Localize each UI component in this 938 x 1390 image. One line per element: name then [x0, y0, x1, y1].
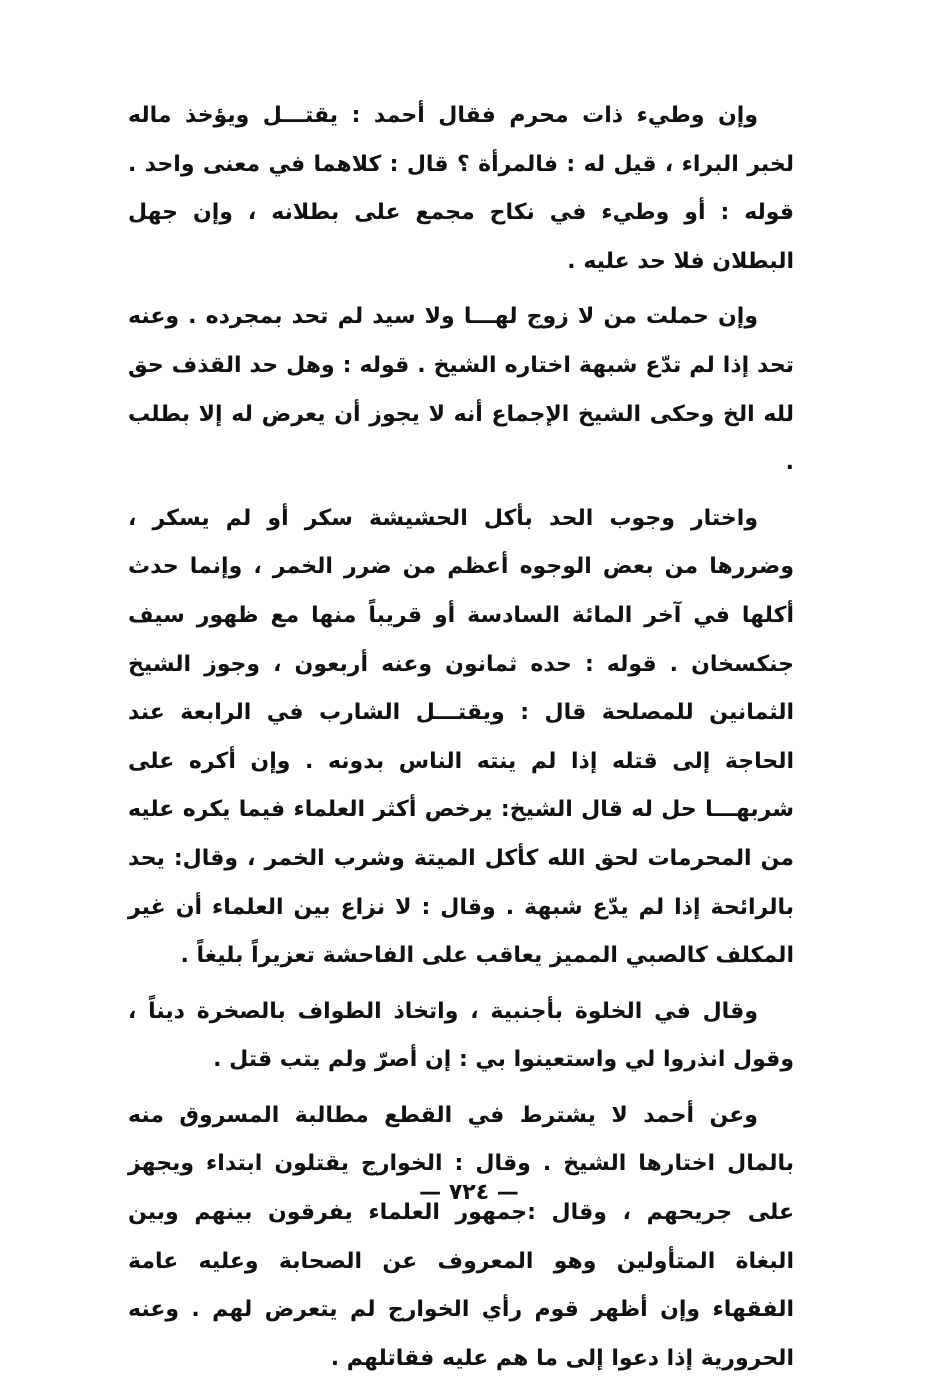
- paragraph: وعن أحمد لا يشترط في القطع مطالبة المسروق منه بالمال اختارها الشيخ . وقال : الخوارج يقتلون ابتداء ويجهز على جريحهم ، وقال :جمهور العلماء يفرقون بينهم وبين البغاة المتأولين وهو المعروف عن الصحابة وعليه عامة الفقهاء وإن أظهر قوم رأي الخوارج لم يتعرض لهم . وعنه الحرورية إذا دعوا إلى ما هم عليه فقاتلهم .: [128, 1102, 794, 1371]
- paragraph: وإن حملت من لا زوج لهـــا ولا سيد لم تحد بمجرده . وعنه تحد إذا لم تدّع شبهة اختاره الشيخ . قوله : وهل حد القذف حق لله الخ وحكى الشيخ الإجماع أنه لا يجوز أن يعرض له إلا بطلب .: [128, 304, 794, 476]
- page-number: — ٧٢٤ —: [419, 1180, 519, 1205]
- paragraph: واختار وجوب الحد بأكل الحشيشة سكر أو لم يسكر ، وضررها من بعض الوجوه أعظم من ضرر الخمر ، وإنما حدث أكلها في آخر المائة السادسة أو قريباً منها مع ظهور سيف جنكسخان . قوله : حده ثمانون وعنه أربعون ، وجوز الشيخ الثمانين للمصلحة قال : ويقتـــل الشارب في الرابعة عند الحاجة إلى قتله إذا لم ينته الناس بدونه . وإن أكره على شربهـــا حل له قال الشيخ: يرخص أكثر العلماء فيما يكره عليه من المحرمات لحق الله كأكل الميتة وشرب الخمر ، وقال: يحد بالرائحة إذا لم يدّع شبهة . وقال : لا نزاع بين العلماء أن غير المكلف كالصبي المميز يعاقب على الفاحشة تعزيراً بليغاً .: [128, 505, 794, 969]
- paragraph: وقال في الخلوة بأجنبية ، واتخاذ الطواف بالصخرة ديناً ، وقول انذروا لي واستعينوا بي : إن أصرّ ولم يتب قتل .: [128, 998, 794, 1073]
- paragraph: وإن وطيء ذات محرم فقال أحمد : يقتـــل ويؤخذ ماله لخبر البراء ، قيل له : فالمرأة ؟ قال : كلاهما في معنى واحد . قوله : أو وطيء في نكاح مجمع على بطلانه ، وإن جهل البطلان فلا حد عليه .: [128, 103, 794, 274]
